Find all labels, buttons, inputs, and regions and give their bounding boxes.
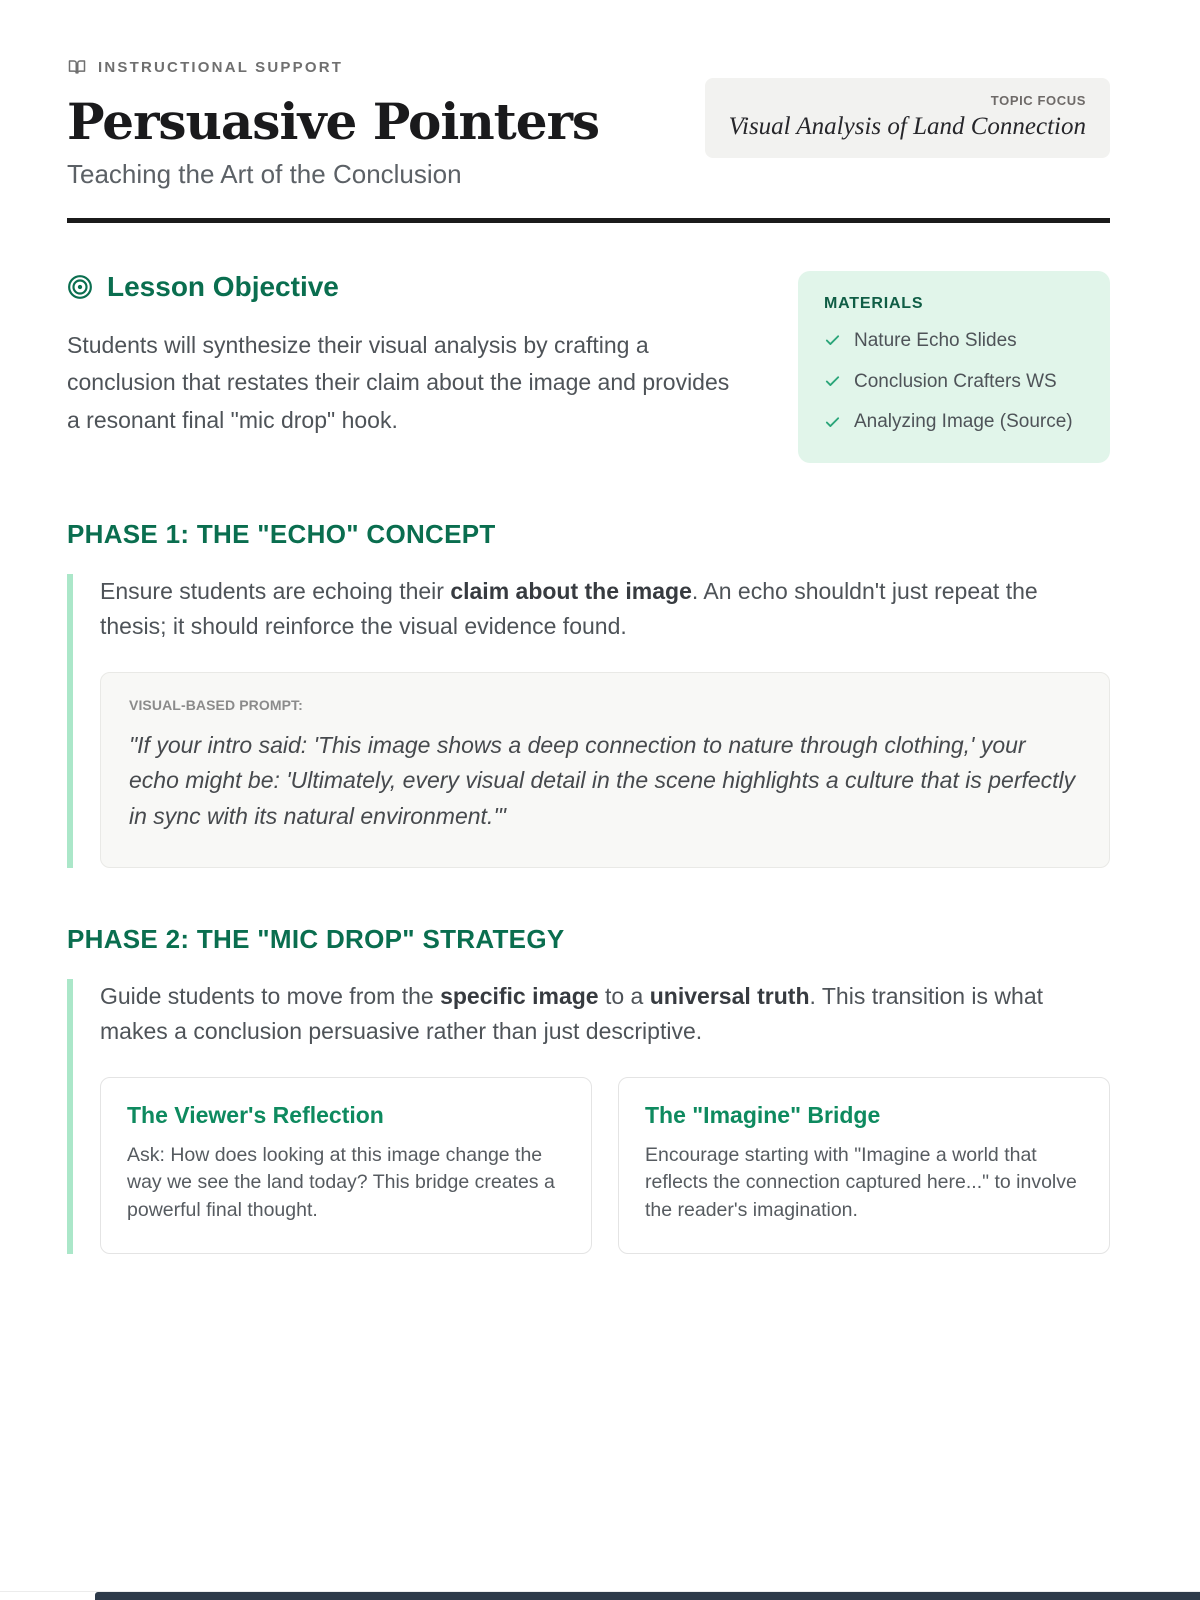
header-divider bbox=[67, 218, 1110, 223]
material-item bbox=[824, 409, 1084, 435]
check-icon bbox=[824, 373, 841, 390]
topic-focus-label: TOPIC FOCUS bbox=[990, 93, 1086, 108]
check-icon bbox=[824, 332, 841, 349]
material-item-label: Conclusion Crafters WS bbox=[854, 370, 1057, 392]
card-viewers-reflection bbox=[100, 1077, 592, 1254]
material-item bbox=[824, 328, 1084, 354]
eyebrow bbox=[67, 58, 1110, 76]
phase-2-heading: PHASE 2: THE "MIC DROP" STRATEGY bbox=[67, 923, 565, 954]
materials-box bbox=[798, 271, 1110, 463]
material-item-label: Nature Echo Slides bbox=[854, 330, 1017, 351]
lesson-objective-body: Students will synthesize their visual analysis by crafting a conclusion that restates their claim about the image and provides a resonant final "mic drop" hook. bbox=[67, 332, 730, 433]
phase-1-body bbox=[67, 574, 1110, 868]
lesson-objective-heading bbox=[67, 271, 753, 303]
card-imagine-bridge bbox=[618, 1077, 1110, 1254]
lesson-objective-title: Lesson Objective bbox=[107, 271, 339, 302]
objective-section bbox=[67, 271, 1110, 463]
strategy-cards bbox=[100, 1077, 1110, 1254]
material-item-label: Analyzing Image (Source) bbox=[854, 411, 1073, 433]
phase-2-body bbox=[67, 979, 1110, 1254]
topic-focus-value: Visual Analysis of Land Connection bbox=[728, 113, 1086, 140]
materials-heading: MATERIALS bbox=[824, 295, 924, 312]
eyebrow-label: INSTRUCTIONAL SUPPORT bbox=[98, 58, 344, 76]
phase-2-section bbox=[67, 924, 1110, 1254]
book-icon bbox=[67, 58, 87, 76]
footer-bar bbox=[95, 1592, 1200, 1600]
card-title: The Viewer's Reflection bbox=[127, 1101, 384, 1128]
card-body: Ask: How does looking at this image change the way we see the land today? This bridge creates a powerful final thought. bbox=[127, 1143, 555, 1222]
page-title: Persuasive Pointers bbox=[67, 92, 600, 151]
visual-prompt-box bbox=[100, 672, 1110, 868]
visual-prompt-text: "If your intro said: 'This image shows a deep connection to nature through clothing,' your echo might be: 'Ultimately, every visual detail in the scene highlights a culture that is perfectly in sync with its natural environment.'" bbox=[129, 731, 1076, 830]
card-body: Encourage starting with "Imagine a world that reflects the connection captured here..." to involve the reader's imagination. bbox=[645, 1143, 1077, 1222]
card-title: The "Imagine" Bridge bbox=[645, 1101, 881, 1128]
page-subtitle: Teaching the Art of the Conclusion bbox=[67, 159, 462, 189]
material-item bbox=[824, 369, 1084, 395]
visual-prompt-label: VISUAL-BASED PROMPT: bbox=[129, 696, 303, 713]
target-icon bbox=[67, 274, 93, 300]
phase-1-heading: PHASE 1: THE "ECHO" CONCEPT bbox=[67, 518, 496, 549]
topic-focus-box bbox=[705, 78, 1110, 158]
phase-1-text: Ensure students are echoing their claim about the image. An echo shouldn't just repeat the thesis; it should reinforce the visual evidence found. bbox=[100, 577, 1038, 639]
check-icon bbox=[824, 414, 841, 431]
phase-2-text: Guide students to move from the specific image to a universal truth. This transition is what makes a conclusion persuasive rather than just descriptive. bbox=[100, 982, 1044, 1044]
phase-1-section bbox=[67, 519, 1110, 868]
